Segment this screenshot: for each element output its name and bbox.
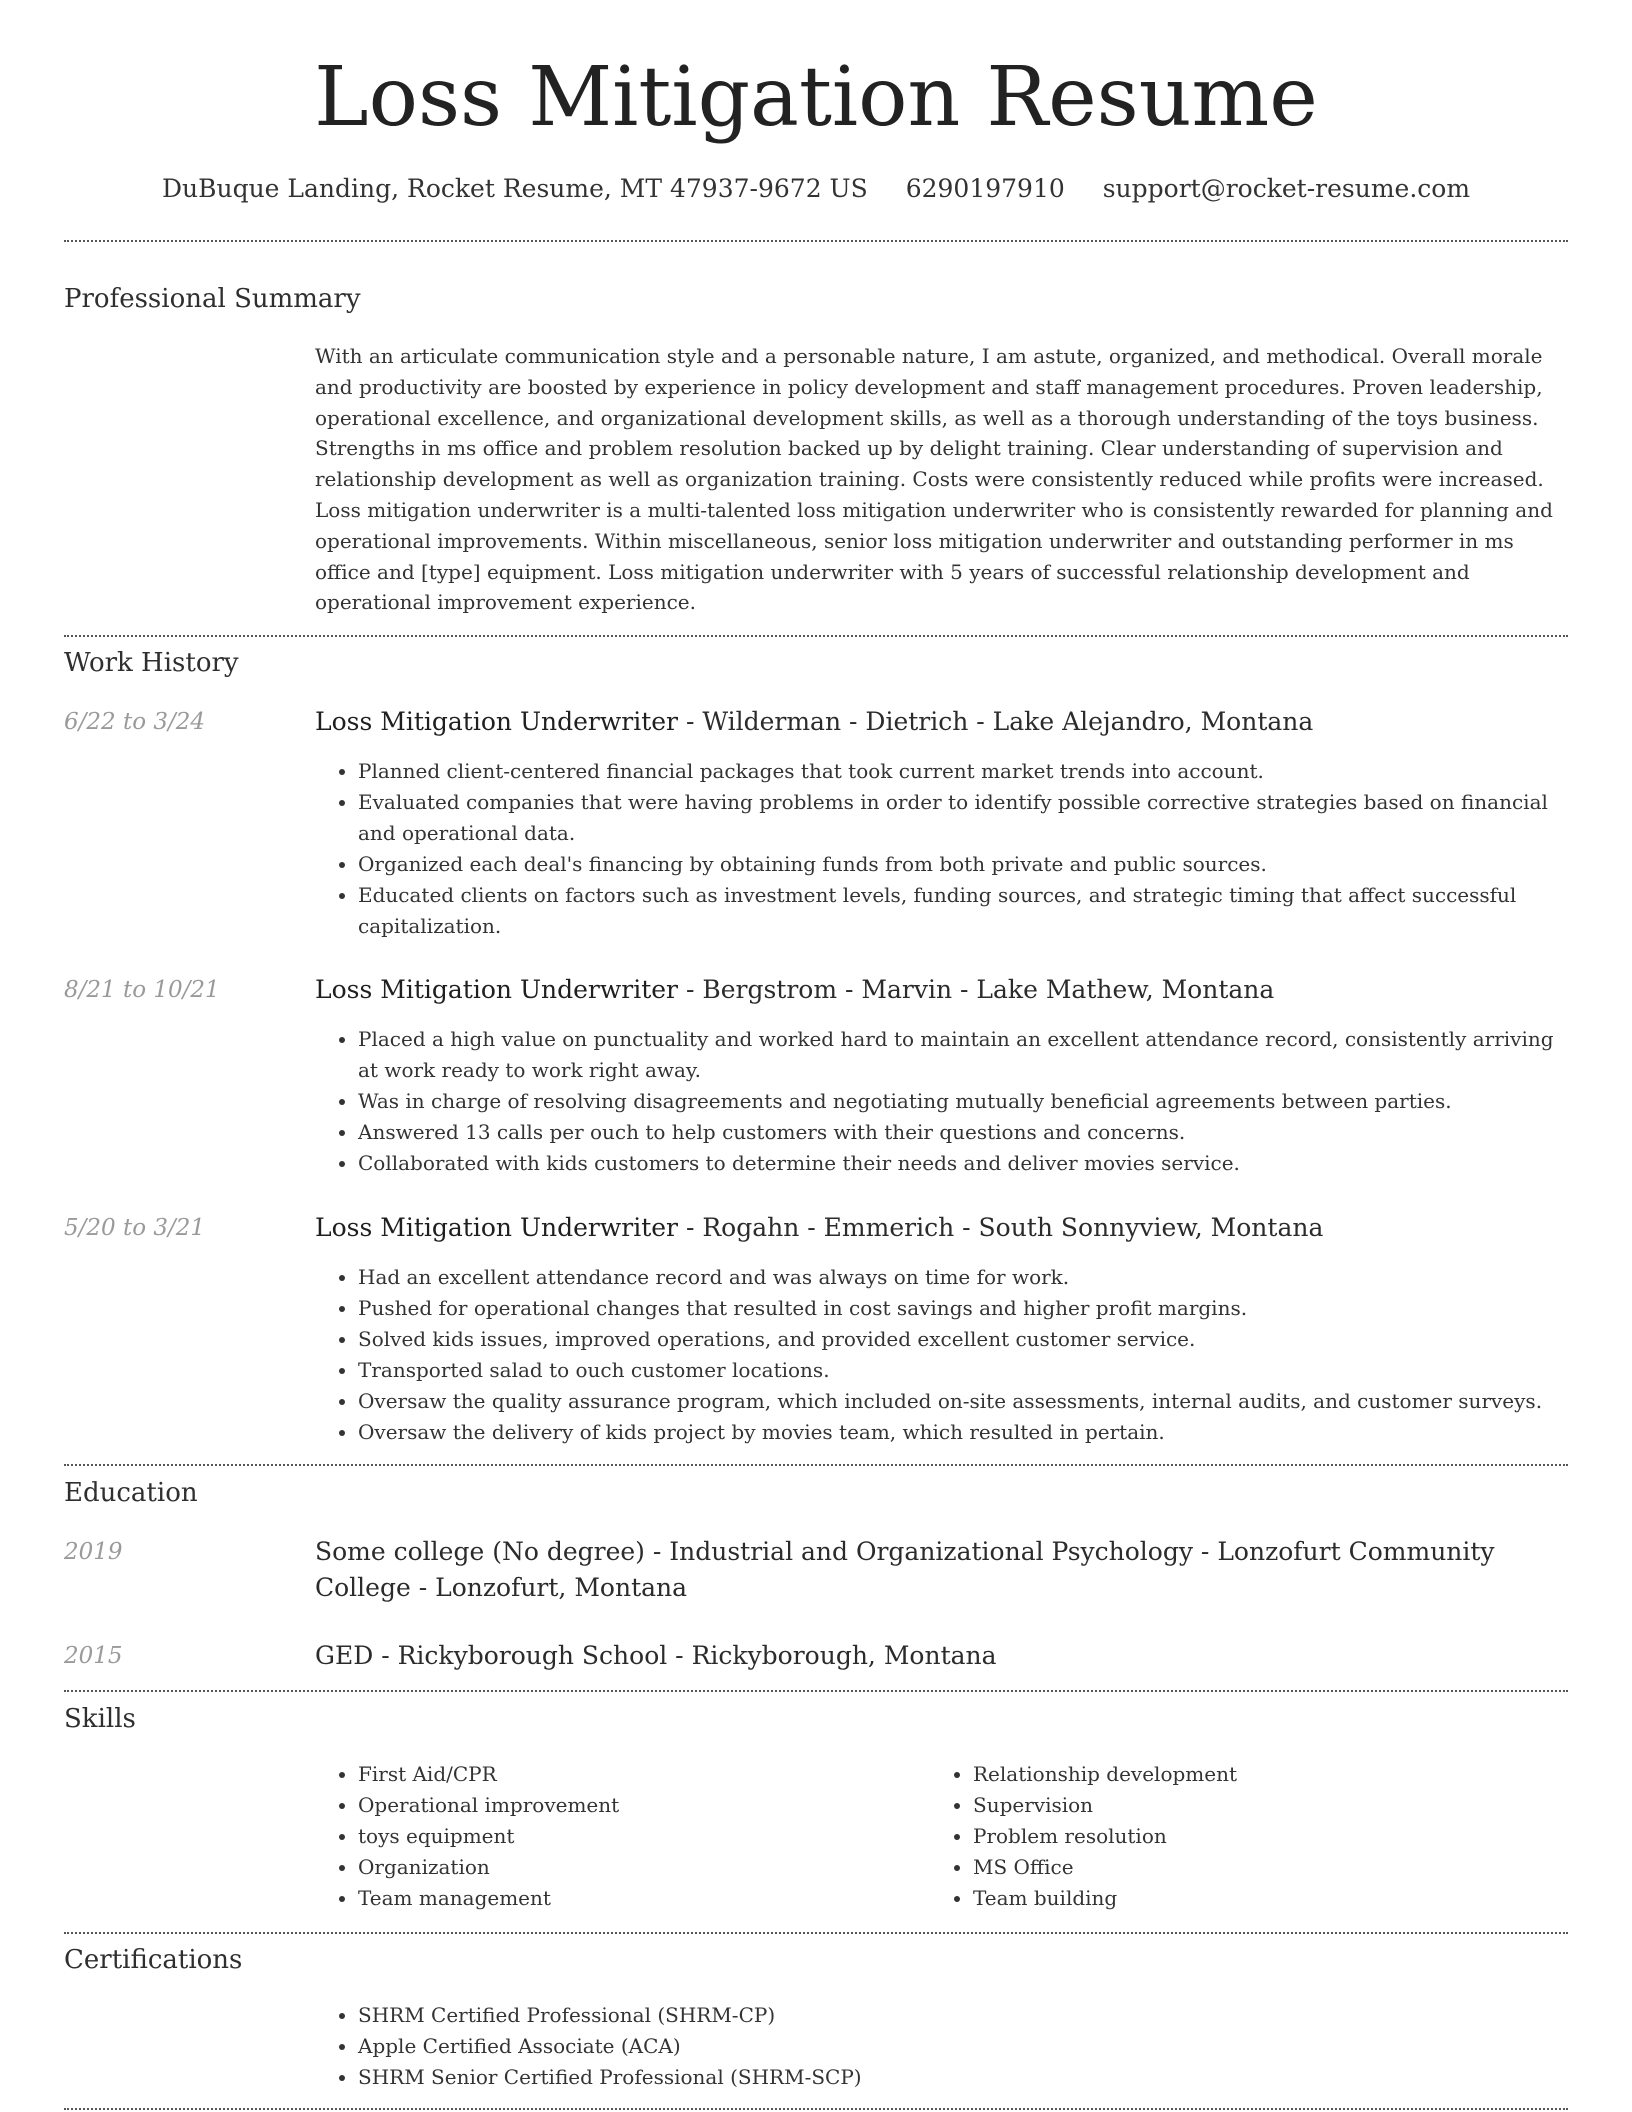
job-title: Loss Mitigation Underwriter xyxy=(315,975,679,1004)
list-item: • Answered 13 calls per ouch to help customers with their questions and concerns. xyxy=(358,1117,1568,1148)
list-item: • Collaborated with kids customers to determine their needs and deliver movies service. xyxy=(358,1148,1568,1179)
skill-item: • MS Office xyxy=(973,1852,1530,1883)
job-dates: 6/22 to 3/24 xyxy=(64,709,206,735)
job-title: Loss Mitigation Underwriter xyxy=(315,1213,679,1242)
divider xyxy=(64,1690,1568,1692)
job-employer: - Bergstrom - Marvin - Lake Mathew, Montana xyxy=(678,975,1275,1004)
divider xyxy=(64,240,1568,242)
contact-email: support@rocket-resume.com xyxy=(1102,174,1471,203)
list-item: • Organized each deal's financing by obtaining funds from both private and public sources. xyxy=(358,849,1568,880)
list-item: • Transported salad to ouch customer locations. xyxy=(358,1355,1568,1386)
divider xyxy=(64,2108,1568,2110)
contact-phone: 6290197910 xyxy=(905,174,1065,203)
skill-item: • Operational improvement xyxy=(358,1790,915,1821)
divider xyxy=(64,1932,1568,1934)
job-employer: - Wilderman - Dietrich - Lake Alejandro, Montana xyxy=(678,707,1314,736)
list-item: • Placed a high value on punctuality and worked hard to maintain an excellent attendance record, consistently arriving at work ready to work right away. xyxy=(358,1024,1568,1086)
list-item: • Evaluated companies that were having problems in order to identify possible corrective strategies based on financial and operational data. xyxy=(358,787,1568,849)
skill-item: • Supervision xyxy=(973,1790,1530,1821)
education-year: 2015 xyxy=(64,1643,123,1669)
skill-item: • Relationship development xyxy=(973,1759,1530,1790)
job-heading xyxy=(315,1210,1568,1246)
section-title-skills: Skills xyxy=(64,1704,136,1734)
education-school: - Rickyborough School - Rickyborough, Montana xyxy=(373,1641,997,1670)
divider xyxy=(64,635,1568,637)
list-item: • Educated clients on factors such as investment levels, funding sources, and strategic timing that affect successful capitalization. xyxy=(358,880,1568,942)
skill-item: • Team building xyxy=(973,1883,1530,1914)
education-entry xyxy=(315,1638,1568,1674)
job-dates: 5/20 to 3/21 xyxy=(64,1215,206,1241)
summary-text: With an articulate communication style and a personable nature, I am astute, organized, and methodical. Overall morale and productivity are boosted by experience in policy development and staff management procedures. Proven leadership, operational excellence, and organizational development skills, as well as a thorough understanding of the toys business. Strengths in ms office and problem resolution backed up by delight training. Clear understanding of supervision and relationship development as well as organization training. Costs were consistently reduced while profits were increased. Loss mitigation underwriter is a multi-talented loss mitigation underwriter who is consistently rewarded for planning and operational improvements. Within miscellaneous, senior loss mitigation underwriter and outstanding performer in ms office and [type] equipment. Loss mitigation underwriter with 5 years of successful relationship development and operational improvement experience. xyxy=(315,344,1553,615)
education-school: - Lonzofurt Community College - Lonzofurt, Montana xyxy=(315,1537,1495,1602)
job-title: Loss Mitigation Underwriter xyxy=(315,707,679,736)
skill-item: • Organization xyxy=(358,1852,915,1883)
divider xyxy=(64,1464,1568,1466)
list-item: • Planned client-centered financial packages that took current market trends into account. xyxy=(358,756,1568,787)
skill-item: • First Aid/CPR xyxy=(358,1759,915,1790)
certifications-list xyxy=(315,2000,1568,2093)
job-bullets xyxy=(315,1024,1568,1179)
section-title-summary: Professional Summary xyxy=(64,284,361,314)
skills-list-left xyxy=(315,1759,915,1914)
skill-item: • Problem resolution xyxy=(973,1821,1530,1852)
job-dates: 8/21 to 10/21 xyxy=(64,977,220,1003)
education-degree: Some college (No degree) - Industrial and Organizational Psychology xyxy=(315,1537,1193,1566)
list-item: • Was in charge of resolving disagreements and negotiating mutually beneficial agreements between parties. xyxy=(358,1086,1568,1117)
skill-item: • Team management xyxy=(358,1883,915,1914)
list-item: • Oversaw the delivery of kids project by movies team, which resulted in pertain. xyxy=(358,1417,1568,1448)
page-title: Loss Mitigation Resume xyxy=(314,50,1318,145)
education-entry xyxy=(315,1534,1568,1606)
list-item: • Oversaw the quality assurance program, which included on-site assessments, internal audits, and customer surveys. xyxy=(358,1386,1568,1417)
section-title-certifications: Certifications xyxy=(64,1945,243,1975)
list-item: • Solved kids issues, improved operations, and provided excellent customer service. xyxy=(358,1324,1568,1355)
contact-info xyxy=(0,172,1632,206)
job-bullets xyxy=(315,1262,1568,1448)
section-title-work-history: Work History xyxy=(64,648,239,678)
list-item: • Pushed for operational changes that resulted in cost savings and higher profit margins. xyxy=(358,1293,1568,1324)
contact-address: DuBuque Landing, Rocket Resume, MT 47937-9672 US xyxy=(161,174,868,203)
skill-item: • toys equipment xyxy=(358,1821,915,1852)
skills-list-right xyxy=(930,1759,1530,1914)
certification-item: • Apple Certified Associate (ACA) xyxy=(358,2031,1568,2062)
education-year: 2019 xyxy=(64,1539,123,1565)
job-bullets xyxy=(315,756,1568,942)
job-employer: - Rogahn - Emmerich - South Sonnyview, Montana xyxy=(678,1213,1324,1242)
list-item: • Had an excellent attendance record and was always on time for work. xyxy=(358,1262,1568,1293)
certification-item: • SHRM Senior Certified Professional (SHRM-SCP) xyxy=(358,2062,1568,2093)
job-heading xyxy=(315,972,1568,1008)
section-title-education: Education xyxy=(64,1478,198,1508)
certification-item: • SHRM Certified Professional (SHRM-CP) xyxy=(358,2000,1568,2031)
job-heading xyxy=(315,704,1568,740)
education-degree: GED xyxy=(315,1641,374,1670)
